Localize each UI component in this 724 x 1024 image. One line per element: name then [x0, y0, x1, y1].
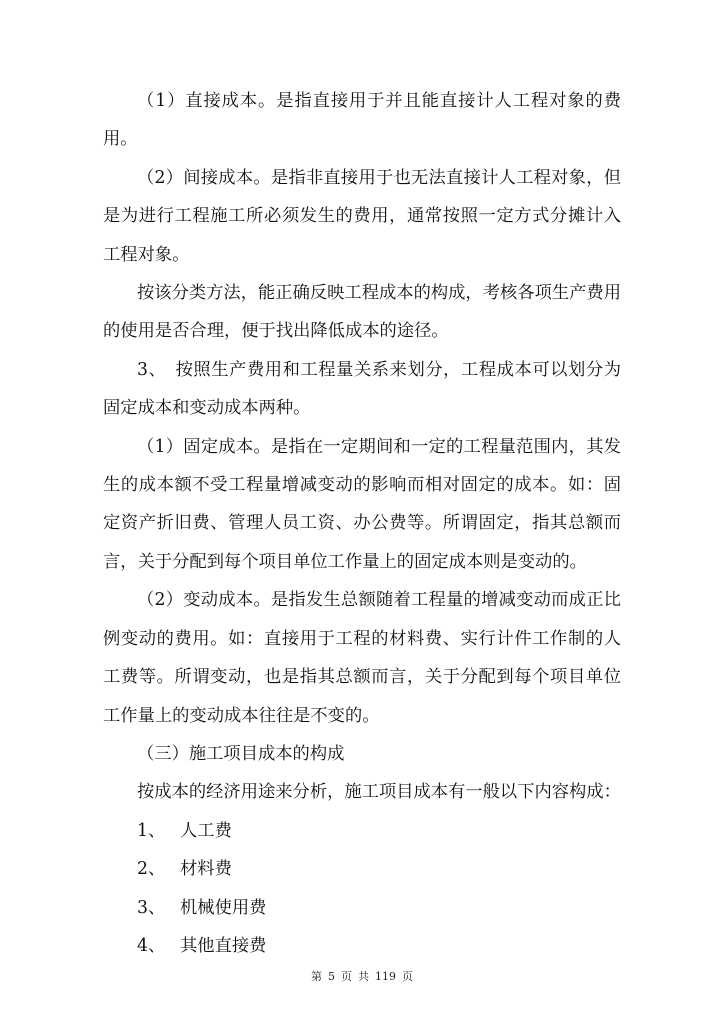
footer-page-label: 第 [311, 970, 322, 983]
paragraph-variable-cost: （2）变动成本。是指发生总额随着工程量的增减变动而成正比例变动的费用。如：直接用于工程的材料费、实行计件工作制的人工费等。所谓变动，也是指其总额而言，关于分配到每个项目单位工作量上的变动成本往往是不变的。 [103, 590, 621, 726]
list-item [103, 812, 621, 850]
list-item-number: 2、 [137, 859, 166, 880]
paragraph-composition-intro: 按成本的经济用途来分析，施工项目成本有一般以下内容构成： [137, 782, 621, 803]
footer-page-number: 5 [328, 970, 335, 983]
list-item [103, 889, 621, 927]
list-item-number: 1、 [137, 820, 166, 841]
section-heading-cost-composition: （三）施工项目成本的构成 [137, 743, 345, 764]
page-footer [0, 968, 724, 984]
paragraph-classification-summary: 按该分类方法，能正确反映工程成本的构成，考核各项生产费用的使用是否合理，便于找出降低成本的途径。 [103, 283, 621, 342]
paragraph-indirect-cost: （2）间接成本。是指非直接用于也无法直接计人工程对象，但是为进行工程施工所必须发生的费用，通常按照一定方式分摊计入工程对象。 [103, 167, 621, 265]
list-item-text: 其他直接费 [180, 935, 267, 956]
paragraph-fixed-cost: （1）固定成本。是指在一定期间和一定的工程量范围内，其发生的成本额不受工程量增减变动的影响而相对固定的成本。如：固定资产折旧费、管理人员工资、办公费等。所谓固定，指其总额而言，关于分配到每个项目单位工作量上的固定成本则是变动的。 [103, 436, 621, 572]
paragraph-fixed-variable-intro: 3、 按照生产费用和工程量关系来划分，工程成本可以划分为固定成本和变动成本两种。 [103, 359, 621, 419]
footer-page-unit: 页 [341, 970, 352, 983]
list-item-text: 材料费 [180, 859, 232, 880]
paragraph-direct-cost: （1）直接成本。是指直接用于并且能直接计人工程对象的费用。 [103, 91, 621, 150]
document-body [103, 82, 621, 965]
list-item-number: 4、 [137, 935, 166, 956]
list-item-text: 人工费 [180, 820, 232, 841]
list-item-number: 3、 [137, 897, 166, 918]
list-item-text: 机械使用费 [180, 897, 267, 918]
list-item [103, 850, 621, 888]
footer-total-unit: 页 [402, 970, 413, 983]
footer-total-label: 共 [358, 970, 369, 983]
list-item [103, 927, 621, 965]
footer-total-number: 119 [375, 970, 396, 983]
